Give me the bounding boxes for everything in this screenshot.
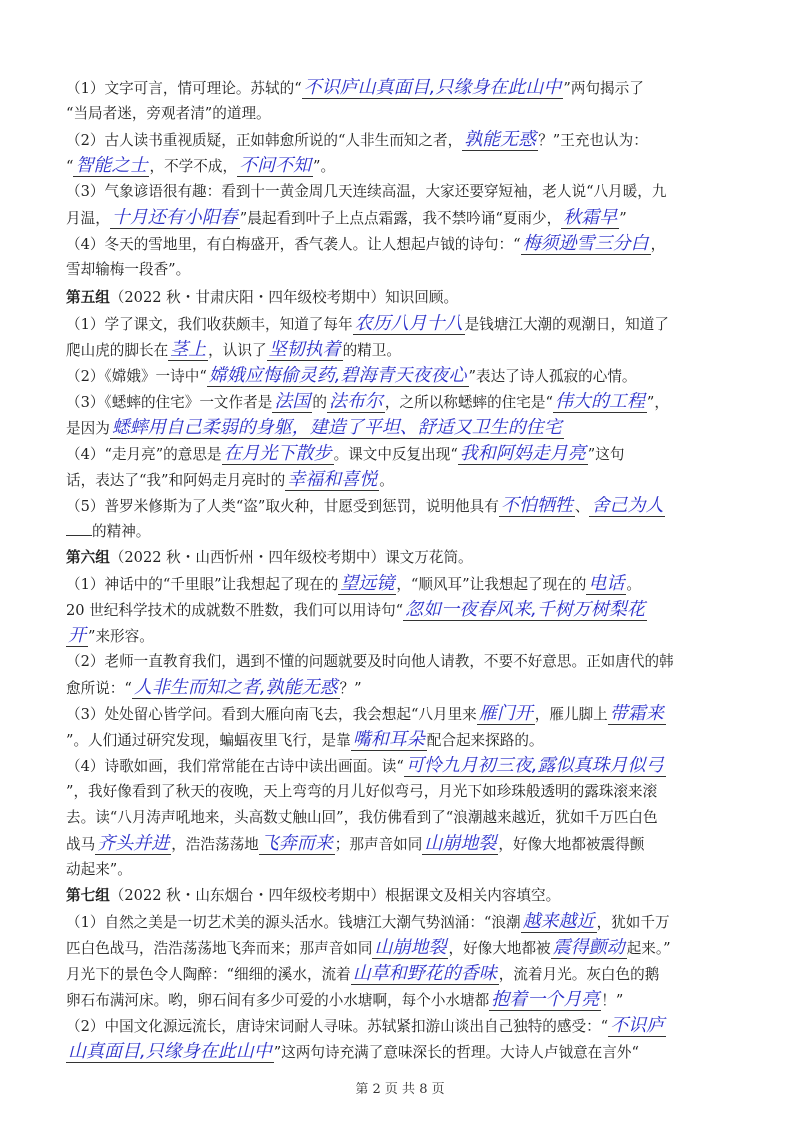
text-segment: ”，我好像看到了秋天的夜晚，天上弯弯的月儿好似弯弓，月光下如珍珠般透明的露珠滚来滚: [66, 783, 658, 800]
text-segment: （2）老师一直教育我们，遇到不懂的问题就要及时向他人请教，不要不好意思。正如唐代的韩: [66, 653, 674, 670]
text-segment: （2）古人读书重视质疑，正如韩愈所说的“人非生而知之者，: [66, 132, 463, 149]
answer: 不问不知: [239, 155, 312, 176]
g7-q2-line2: [66, 1040, 742, 1066]
text-segment: （2022 秋・甘肃庆阳・四年级校考期中）知识回顾。: [109, 289, 459, 306]
text-segment: “: [66, 158, 74, 175]
text-segment: ；那声音如同: [334, 836, 423, 853]
text-segment: ？”: [339, 680, 362, 697]
text-segment: （4）冬天的雪地里，有白梅盛开，香气袭人。让人想起卢钺的诗句：“: [66, 236, 521, 253]
answer-text: 震得颤动: [552, 937, 625, 958]
answer-text: 越来越近: [522, 911, 595, 932]
g7-q2-line1: [66, 1014, 742, 1040]
g6-q2-line1: [66, 650, 742, 676]
s4-line1: [66, 232, 742, 258]
text-segment: 、: [574, 498, 590, 515]
text-segment: （2022 秋・山东烟台・四年级校考期中）根据课文及相关内容填空。: [109, 887, 561, 904]
answer-text: 可怜九月初三夜,露似真珠月似弓: [405, 755, 664, 776]
answer-text: 山崩地裂: [374, 937, 447, 958]
g6-q4-line3: [66, 806, 742, 832]
text-segment: ”。人们通过研究发现，蝙蝠夜里飞行，是靠: [66, 732, 351, 749]
g7-q1-line1: [66, 910, 742, 936]
g5-q3-line1: [66, 390, 742, 416]
text-segment: ”。: [313, 158, 336, 175]
text-segment: 愈所说：“: [66, 680, 132, 697]
answer-text: 茎上: [170, 339, 207, 360]
s2-line2: [66, 154, 742, 180]
text-segment: ，犹如千万: [596, 914, 670, 931]
g5-q1-line1: [66, 312, 742, 338]
text-segment: 第七组: [66, 887, 110, 904]
g6-q3-line1: [66, 702, 742, 728]
text-segment: 匹白色战马，浩浩荡荡地飞奔而来；那声音如同: [66, 940, 373, 957]
text-segment: ”表达了诗人孤寂的心情。: [468, 368, 637, 385]
g6-q1-line1: [66, 572, 742, 598]
text-segment: ？”王充也认为：: [538, 132, 648, 149]
g7-q1-line3: [66, 962, 742, 988]
answer-text: 山真面目,只缘身在此山中: [68, 1041, 272, 1062]
text-segment: ，“顺风耳”让我想起了现在的: [396, 576, 587, 593]
text-segment: 雪却输梅一段香”。: [66, 261, 191, 278]
answer-text: 人非生而知之者,孰能无惑: [133, 677, 338, 698]
s1-line1: [66, 76, 742, 102]
text-segment: 。: [626, 576, 641, 593]
answer-text: 飞奔而来: [260, 833, 333, 854]
g6-q3-line2: [66, 728, 742, 754]
answer-text: 抱着一个月亮: [491, 989, 600, 1010]
answer: 孰能无惑: [464, 129, 537, 150]
answer: 不识庐山真面目,只缘身在此山中: [303, 77, 562, 98]
text-segment: 动起来”。: [66, 861, 132, 878]
text-segment: ，流着月光。灰白色的鹅: [498, 966, 660, 983]
answer-text: 望远镜: [340, 573, 395, 594]
answer-text: 带霜来: [609, 703, 664, 724]
text-segment: ”: [619, 210, 627, 227]
text-segment: 月温，: [66, 210, 110, 227]
g5-q3-line2: [66, 416, 742, 442]
text-segment: 话，表达了“我”和阿妈走月亮时的: [66, 472, 286, 489]
answer-text: 舍己为人: [591, 495, 664, 516]
g6-q1-line3: [66, 624, 742, 650]
text-segment: ”来形容。: [88, 628, 154, 645]
text-segment: （2）《嫦娥》一诗中“: [66, 368, 207, 385]
g5-q5-line1: [66, 494, 742, 520]
text-segment: 配合起来探路的。: [426, 732, 544, 749]
text-segment: （5）普罗米修斯为了人类“盗”取火种，甘愿受到惩罚，说明他具有: [66, 498, 499, 515]
text-segment: 。: [379, 472, 394, 489]
answer-text: 嘴和耳朵: [352, 729, 425, 750]
text-segment: 的精卫。: [342, 342, 401, 359]
text-segment: 第五组: [66, 289, 110, 306]
text-segment: ”这句: [587, 446, 625, 463]
text-segment: （1）神话中的“千里眼”让我想起了现在的: [66, 576, 339, 593]
g5-q2: [66, 364, 742, 390]
group6-header: [66, 546, 742, 572]
text-segment: 是因为: [66, 420, 110, 437]
g5-q5-line2: [66, 520, 742, 546]
answer-text: 开: [68, 625, 86, 646]
answer-text: 在月光下散步: [223, 443, 332, 464]
answer-text: 忽如一夜春风来,千树万树梨花: [405, 599, 645, 620]
group5-header: [66, 286, 742, 312]
text-segment: “当局者迷，旁观者清”的道理。: [66, 105, 271, 122]
text-segment: 的: [312, 394, 327, 411]
answer-text: 伟大的工程: [554, 391, 645, 412]
text-segment: 。课文中反复出现“: [333, 446, 458, 463]
g5-q4-line2: [66, 468, 742, 494]
g6-q1-line2: [66, 598, 742, 624]
text-segment: （2022 秋・山西忻州・四年级校考期中）课文万花筒。: [109, 549, 473, 566]
s3-line2: [66, 206, 742, 232]
text-segment: ”晨起看到叶子上点点霜露，我不禁吟诵“夏雨少，: [239, 210, 562, 227]
answer-text: 不识庐: [610, 1015, 665, 1036]
answer: 梅须逊雪三分白: [522, 233, 649, 254]
text-segment: ，之所以称蟋蟀的住宅是“: [384, 394, 553, 411]
text-segment: ！”: [601, 992, 624, 1009]
answer-text: 雁门开: [478, 703, 533, 724]
text-segment: （1）自然之美是一切艺术美的源头活水。钱塘江大潮气势汹涌：“浪潮: [66, 914, 521, 931]
answer: 秋霜早: [563, 207, 618, 228]
g5-q1-line2: [66, 338, 742, 364]
g5-q4-line1: [66, 442, 742, 468]
answer-text: 幸福和喜悦: [287, 469, 378, 490]
text-segment: （4）诗歌如画，我们常常能在古诗中读出画面。读“: [66, 758, 404, 775]
g6-q4-line2: [66, 780, 742, 806]
text-segment: 月光下的景色令人陶醉：“细细的溪水，流着: [66, 966, 351, 983]
text-segment: （3）处处留心皆学问。看到大雁向南飞去，我会想起“八月里来: [66, 706, 477, 723]
text-segment: （3）《蟋蟀的住宅》一文作者是: [66, 394, 273, 411]
text-segment: （4）“走月亮”的意思是: [66, 446, 222, 463]
page-footer: 第 2 页 共 8 页: [355, 1082, 445, 1097]
answer-text: 电话: [588, 573, 625, 594]
g7-q1-line2: [66, 936, 742, 962]
g7-q1-line4: [66, 988, 742, 1014]
text-segment: ，: [650, 236, 666, 253]
answer-text: 山草和野花的香味: [352, 963, 497, 984]
answer-text: 蟋蟀用自己柔弱的身躯，建造了平坦、舒适又卫生的住宅: [111, 417, 562, 438]
text-segment: 爬山虎的脚长在: [66, 342, 169, 359]
group7-header: [66, 884, 742, 910]
text-segment: ，浩浩荡荡地: [171, 836, 259, 853]
text-segment: ”这两句诗充满了意味深长的哲理。大诗人卢钺意在言外“: [273, 1044, 639, 1061]
answer-text: [66, 535, 92, 536]
s3-line1: [66, 180, 742, 206]
answer-text: 我和阿妈走月亮: [459, 443, 586, 464]
answer-text: 法布尔: [328, 391, 383, 412]
answer-text: 嫦娥应悔偷灵药,碧海青天夜夜心: [208, 365, 467, 386]
text-segment: ，雁儿脚上: [534, 706, 608, 723]
answer-text: 农历八月十八: [354, 313, 463, 334]
answer-text: 齐头并进: [97, 833, 170, 854]
answer: 智能之士: [75, 155, 148, 176]
text-segment: ”，: [646, 394, 669, 411]
text-segment: （3）气象谚语很有趣：看到十一黄金周几天连续高温，大家还要穿短袖，老人说“八月暖，九: [66, 183, 667, 200]
text-segment: ，好像大地都被震得颤: [498, 836, 645, 853]
text-segment: ，不学不成，: [149, 158, 238, 175]
text-segment: 战马: [66, 836, 96, 853]
s4-line2: [66, 258, 742, 284]
text-segment: 卵石布满河床。哟，卵石间有多少可爱的小水塘啊，每个小水塘都: [66, 992, 490, 1009]
text-segment: 20 世纪科学技术的成就数不胜数，我们可以用诗句“: [66, 602, 404, 619]
text-segment: 第六组: [66, 549, 110, 566]
answer-text: 坚韧执着: [268, 339, 341, 360]
text-segment: 去。读“八月涛声吼地来，头高数丈触山回”，我仿佛看到了“浪潮越来越近，犹如千万匹白色: [66, 809, 658, 826]
text-segment: （1）学了课文，我们收获颇丰，知道了每年: [66, 316, 353, 333]
g6-q2-line2: [66, 676, 742, 702]
g6-q4-line1: [66, 754, 742, 780]
text-segment: （1）文字可言，情可理论。苏轼的“: [66, 80, 302, 97]
text-segment: 起来。”: [626, 940, 671, 957]
g6-q4-line5: [66, 858, 742, 884]
text-segment: ，好像大地都被: [448, 940, 551, 957]
answer-text: 法国: [274, 391, 311, 412]
g6-q4-line4: [66, 832, 742, 858]
text-segment: ，认识了: [208, 342, 267, 359]
answer-text: 山崩地裂: [424, 833, 497, 854]
text-segment: 的精神。: [92, 523, 151, 540]
text-segment: 是钱塘江大潮的观潮日，知道了: [464, 316, 669, 333]
text-segment: ”两句揭示了: [563, 80, 644, 97]
answer: 十月还有小阳春: [111, 207, 238, 228]
answer-text: 不怕牺牲: [500, 495, 573, 516]
text-segment: （2）中国文化源远流长，唐诗宋词耐人寻味。苏轼紧扣游山谈出自己独特的感受：“: [66, 1018, 609, 1035]
s2-line1: [66, 128, 742, 154]
s1-line2: [66, 102, 742, 128]
